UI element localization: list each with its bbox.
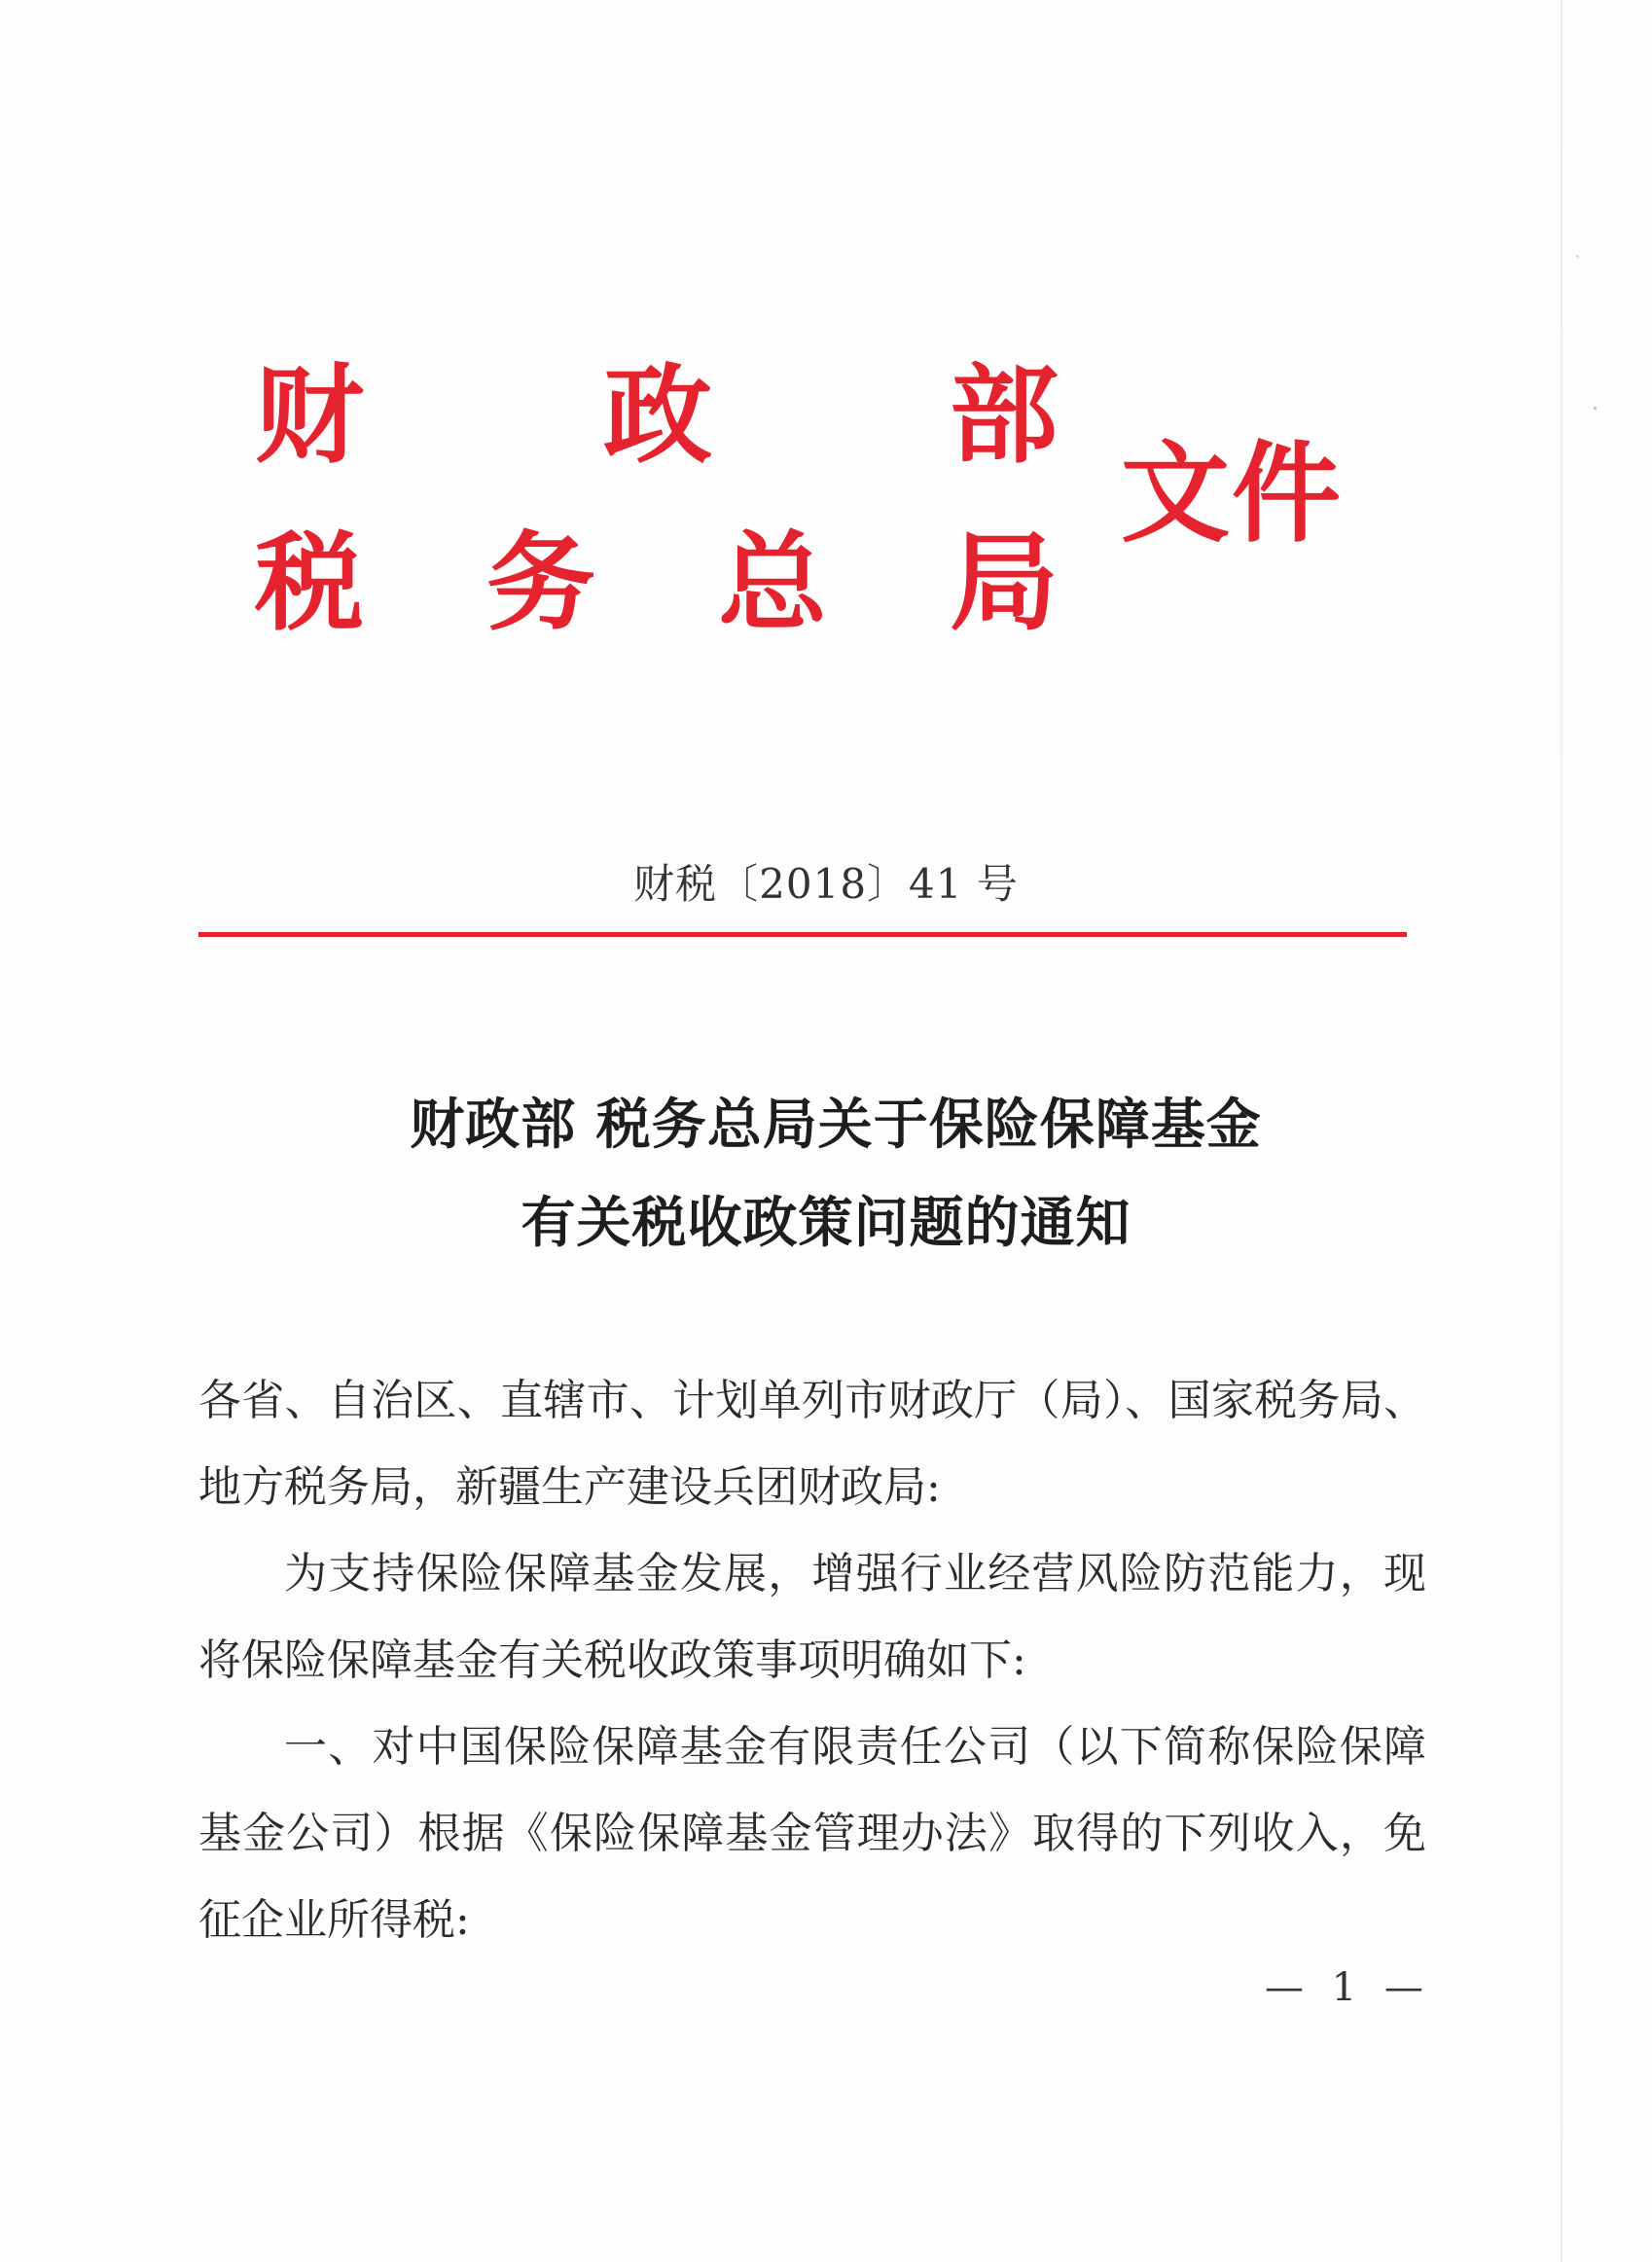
header-char: 税 <box>255 521 364 646</box>
addressee-line-1: 各省、自治区、直辖市、计划单列市财政厅（局）、国家税务局、 <box>198 1376 1426 1425</box>
paragraph-2-line-1: 一、对中国保险保障基金有限责任公司（以下简称保险保障 <box>284 1722 1426 1772</box>
paragraph-2-line-3: 征企业所得税: <box>198 1895 470 1945</box>
paragraph-1-line-1: 为支持保险保障基金发展，增强行业经营风险防范能力，现 <box>284 1549 1426 1598</box>
page-number: — 1 — <box>1265 1965 1431 2010</box>
document-title-line-1: 财政部 税务总局关于保险保障基金 <box>410 1093 1262 1157</box>
paragraph-1-line-2: 将保险保障基金有关税收政策事项明确如下: <box>198 1635 1026 1685</box>
header-document-word: 文件 <box>1121 430 1343 557</box>
header-char: 务 <box>486 521 595 646</box>
header-char: 总 <box>718 521 827 646</box>
scan-speck <box>1576 255 1579 258</box>
header-char: 财 <box>255 353 364 479</box>
header-char: 部 <box>950 353 1059 479</box>
header-char: 局 <box>950 521 1059 646</box>
document-number: 财税〔2018〕41 号 <box>633 860 1019 908</box>
header-char: 政 <box>603 353 712 479</box>
scan-speck <box>1594 407 1597 410</box>
red-separator-line <box>198 932 1407 937</box>
document-title-line-2: 有关税收政策问题的通知 <box>521 1191 1131 1255</box>
addressee-line-2: 地方税务局，新疆生产建设兵团财政局: <box>198 1462 941 1512</box>
paragraph-2-line-2: 基金公司）根据《保险保障基金管理办法》取得的下列收入，免 <box>198 1809 1426 1858</box>
